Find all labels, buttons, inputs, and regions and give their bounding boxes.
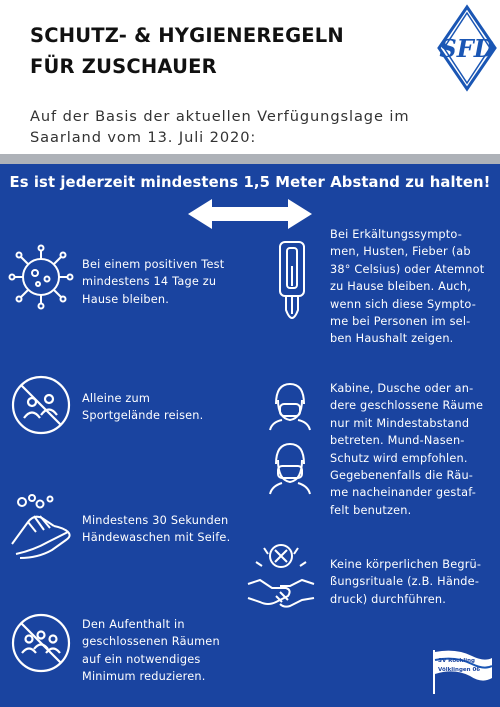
divider-bar [0,154,500,164]
masked-person-icon-2 [266,438,314,494]
title-line-1: SCHUTZ- & HYGIENEREGELN [30,24,344,47]
rule-indoor-minimum: Den Aufenthalt in geschlossenen Räumen auf ein notwendiges Minimum reduzieren. [82,618,220,684]
rule-no-handshake: Keine körperlichen Begrü- ßungsrituale (z.B. Hände- druck) durchführen. [330,558,482,606]
rule-travel-alone: Alleine zum Sportgelände reisen. [82,392,204,423]
no-group-icon [10,374,72,436]
page-title [30,20,344,82]
club-flag-logo [426,648,494,694]
flag-logo-line-1: SV Röchling [438,658,475,664]
subtitle-line-1: Auf der Basis der aktuellen Verfügungslage im [30,108,410,125]
masked-person-icon [266,378,314,430]
double-arrow-icon [186,196,314,232]
hand-washing-icon [8,492,76,560]
virus-icon [7,243,75,311]
rule-positive-test: Bei einem positiven Test mindestens 14 Tage zu Hause bleiben. [82,258,225,306]
distance-headline: Es ist jederzeit mindestens 1,5 Meter Abstand zu halten! [9,174,491,191]
subtitle [30,106,490,148]
logo-letters: SFD [439,34,495,63]
rule-enclosed-rooms: Kabine, Dusche oder an- dere geschlossene Räume nur mit Mindestabstand betreten. Mund-Nasen- Schutz wird empfohlen. Gegebenenfalls die Räu- me nacheinander gestaf- felt benutzen. [330,382,484,517]
rule-cold-symptoms: Bei Erkältungssympto- men, Husten, Fieber (ab 38° Celsius) oder Atemnot zu Hause bleiben. Auch, wenn sich diese Sympto- me bei Personen im sel- ben Haushalt zeigen. [330,228,485,346]
flag-logo-line-2: Völklingen 06 [438,667,481,673]
no-handshake-icon [246,540,316,612]
title-line-2: FÜR ZUSCHAUER [30,55,217,78]
thermometer-icon [276,240,308,330]
rule-hand-washing: Mindestens 30 Sekunden Händewaschen mit Seife. [82,514,231,545]
no-indoor-group-icon [10,612,72,674]
club-logo [436,4,498,92]
subtitle-line-2: Saarland vom 13. Juli 2020: [30,129,257,146]
